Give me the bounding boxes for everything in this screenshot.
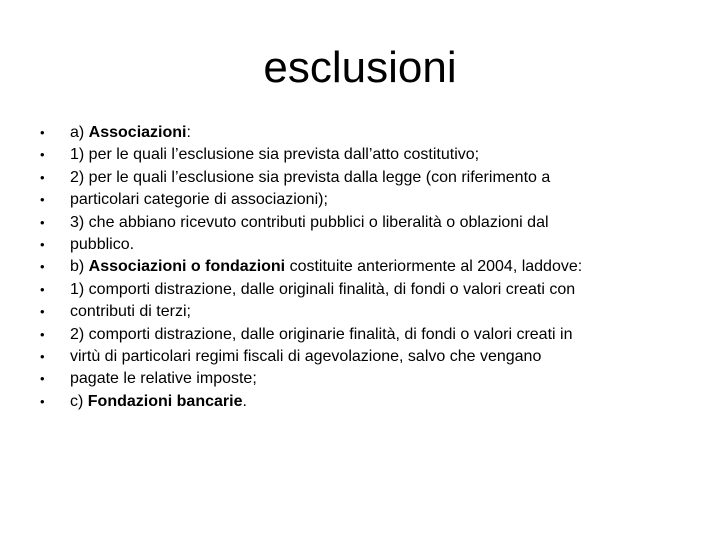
text-segment: 2) per le quali l’esclusione sia prevista dalla legge (con riferimento a [70,168,551,186]
bullet-line [40,256,690,278]
bullet-line [40,279,690,301]
bullet-dot-icon: • [40,192,45,208]
bullet-dot-icon: • [40,348,45,364]
text-segment: a) [70,124,89,141]
bullet-dot-icon: • [40,281,45,297]
bullet-dot-icon: • [40,326,45,342]
bullet-line [40,368,690,390]
bullet-line [40,144,690,166]
bold-text-segment: Associazioni [88,124,187,141]
bullet-text [70,191,328,208]
text-segment: 2) comporti distrazione, dalle originarie finalità, di fondi o valori creati in [70,325,573,343]
bullet-text [70,370,257,387]
text-segment: pagate le relative imposte; [70,370,257,388]
bullet-dot-icon: • [40,236,45,252]
bullet-text [70,214,549,231]
bullet-line [40,122,690,144]
bullet-line [40,212,690,234]
bullet-text [70,236,134,253]
text-segment: . [242,392,247,410]
bullet-dot-icon: • [40,393,45,409]
bullet-line [40,234,690,256]
bullet-text [70,303,191,320]
text-segment: contributi di terzi; [70,303,191,321]
slide-title: esclusioni [263,43,457,92]
bullet-text [70,348,541,365]
bullet-text [70,146,479,163]
text-segment: c) [70,392,88,410]
bullet-text [70,326,572,343]
text-segment: virtù di particolari regimi fiscali di agevolazione, salvo che vengano [70,347,542,365]
text-segment: 3) che abbiano ricevuto contributi pubblici o liberalità o oblazioni dal [70,213,549,231]
bullet-line [40,301,690,323]
text-segment: 1) comporti distrazione, dalle originali finalità, di fondi o valori creati con [70,280,576,298]
text-segment: 1) per le quali l’esclusione sia prevista dall’atto costitutivo; [70,146,480,164]
bullet-dot-icon: • [40,304,45,320]
bullet-text [70,281,575,298]
bullet-line [40,346,690,368]
bullet-dot-icon: • [40,169,45,185]
bullet-text [70,169,550,186]
text-segment: b) [70,258,89,276]
bold-text-segment: Associazioni o fondazioni [88,258,286,276]
bullet-dot-icon: • [40,371,45,387]
bold-text-segment: Fondazioni bancarie [87,392,243,410]
bullet-list [40,122,690,413]
bullet-dot-icon: • [40,147,45,163]
bullet-line [40,391,690,413]
text-segment: : [186,124,191,141]
bullet-text [70,124,191,141]
bullet-line [40,324,690,346]
bullet-text [70,393,247,410]
bullet-text [70,258,582,275]
bullet-dot-icon: • [40,125,45,140]
bullet-line [40,167,690,189]
text-segment: costituite anteriormente al 2004, laddove: [285,258,583,276]
bullet-line [40,189,690,211]
text-segment: particolari categorie di associazioni); [70,191,328,209]
bullet-dot-icon: • [40,214,45,230]
bullet-dot-icon: • [40,259,45,275]
text-segment: pubblico. [70,235,135,253]
